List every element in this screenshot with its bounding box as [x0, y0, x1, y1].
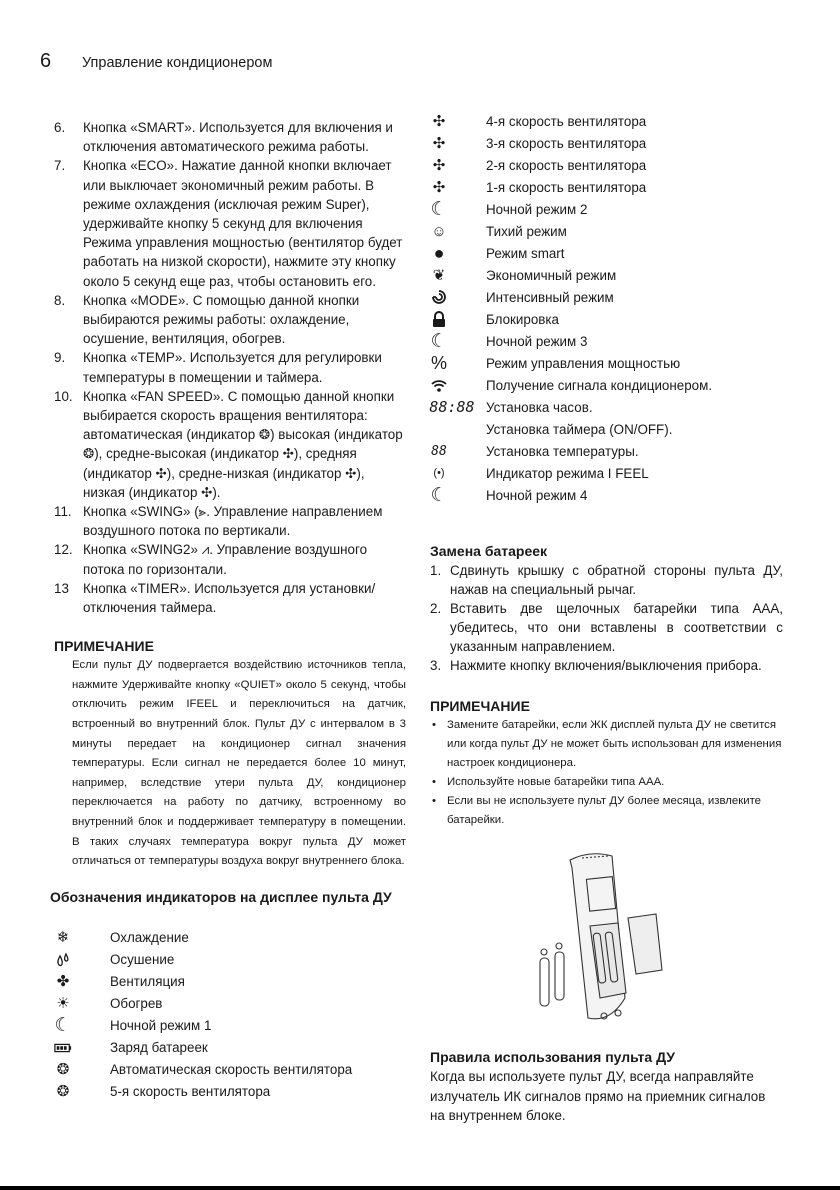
indicator-row: 88:88 Установка часов.: [429, 397, 593, 416]
fan-speed-2-icon: ✣: [432, 156, 446, 174]
indicator-list-right: [430, 110, 783, 506]
indicator-spacer: [430, 420, 448, 438]
indicator-row: ✣ 1-я скорость вентилятора: [430, 176, 783, 198]
list-item: • Замените батарейки, если ЖК дисплей пульта ДУ не светится или когда пульт ДУ не может быть использован для изменения настроек кондиционера.: [432, 719, 782, 769]
indicators-heading: Обозначения индикаторов на дисплее пульта ДУ: [50, 888, 392, 905]
footer-rule: [0, 1186, 840, 1190]
signal-icon: [430, 376, 448, 394]
indicator-row: ✤ Вентиляция: [54, 971, 406, 993]
indicator-row: ✣ 2-я скорость вентилятора: [430, 154, 783, 176]
eco-icon: ❦: [432, 266, 446, 284]
note-heading: ПРИМЕЧАНИЕ: [430, 698, 530, 714]
list-item: 7. Кнопка «ECO». Нажатие данной кнопки включает или выключает экономичный режим работы. В режиме охлаждения (исключая режим Super), удерживайте кнопку 5 секунд для включения Режима управления мощностью (вентилятор будет работать на низкой скорости), нажмите эту кнопку около 5 секунд еще раз, чтобы остановить его.: [54, 158, 403, 289]
clock-digits-icon: 88:88: [429, 397, 475, 416]
percent-icon: %: [430, 353, 447, 373]
note-bullets: [430, 716, 783, 830]
indicator-row: ❄ Охлаждение: [54, 927, 406, 949]
rules-heading: Правила использования пульта ДУ: [430, 1049, 675, 1065]
fan-speed-4-icon: ✣: [432, 112, 446, 130]
battery-icon: [54, 1039, 72, 1057]
indicator-row: ❦ Экономичный режим: [430, 264, 783, 286]
indicator-row: Заряд батареек: [54, 1037, 406, 1059]
indicator-list-left: [54, 927, 406, 1103]
fan-speed-5-icon: ❂: [56, 1083, 70, 1101]
drops-icon: [54, 951, 72, 969]
list-item: 11. Кнопка «SWING» (⪢. Управление направлением воздушного потока по вертикали.: [54, 504, 383, 539]
moon-icon: ☾: [54, 1015, 72, 1037]
fan-speed-1-icon: ✣: [432, 178, 446, 196]
indicator-row: ☾ Ночной режим 3: [430, 330, 588, 352]
fan-speed-3-icon: ✣: [432, 134, 446, 152]
indicator-row: 88 Установка температуры.: [431, 443, 639, 459]
indicator-row: ☾ Ночной режим 2: [430, 198, 588, 220]
list-item: • Если вы не используете пульт ДУ более месяца, извлеките батарейки.: [432, 795, 761, 826]
moon-4-icon: ☾: [430, 484, 448, 506]
list-item: 1. Сдвинуть крышку с обратной стороны пульта ДУ, нажав на специальный рычаг.: [430, 563, 783, 597]
smart-icon: ●: [433, 243, 445, 263]
indicator-row: ❂ Автоматическая скорость вентилятора: [54, 1059, 406, 1081]
list-item: 10. Кнопка «FAN SPEED». С помощью данной кнопки выбирается скорость вращения вентилятора: автоматическая (индикатор ❂) высокая (индикатор ❂), средне-высокая (индикатор ✣), средняя (индикатор ✣), средне-низкая (индикатор ✣), низкая (индикатор ✣).: [54, 388, 403, 500]
list-item: 2. Вставить две щелочных батарейки типа ААА, убедитесь, что они вставлены в соответствии с указанным направлением.: [430, 601, 783, 654]
indicator-row: ☾ Ночной режим 1: [54, 1015, 212, 1037]
battery-heading: Замена батареек: [430, 543, 548, 559]
indicator-row: Получение сигнала кондиционером.: [430, 374, 783, 396]
indicator-row: ☾ Ночной режим 4: [430, 484, 588, 506]
temp-digits-icon: 88: [431, 443, 447, 459]
rules-text: Когда вы используете пульт ДУ, всегда направляйте излучатель ИК сигналов прямо на приемник сигналов на внутреннем блоке.: [430, 1069, 766, 1123]
indicator-row: ● Режим smart: [430, 242, 783, 264]
button-list: [54, 118, 406, 617]
indicator-row: ❂ 5-я скорость вентилятора: [54, 1081, 406, 1103]
indicator-row: ☀ Обогрев: [54, 993, 406, 1015]
list-item: 3. Нажмите кнопку включения/выключения прибора.: [430, 658, 762, 673]
moon-3-icon: ☾: [430, 330, 448, 352]
page-header-title: Управление кондиционером: [82, 55, 273, 71]
fan-icon: ✤: [56, 973, 70, 991]
moon-2-icon: ☾: [430, 198, 448, 220]
indicator-row: Интенсивный режим: [430, 286, 783, 308]
right-column: [430, 110, 783, 1126]
list-item: 6. Кнопка «SMART». Используется для включения и отключения автоматического режима работы.: [54, 120, 393, 155]
ifeel-icon: (•): [433, 466, 445, 479]
battery-steps: [430, 561, 783, 675]
indicator-row: ☺ Тихий режим: [431, 222, 567, 240]
list-item: 12. Кнопка «SWING2» ⩘. Управление воздушного потока по горизонтали.: [54, 542, 368, 577]
snowflake-icon: ❄: [56, 929, 70, 947]
left-column: [50, 118, 406, 1103]
indicator-row: ✣ 3-я скорость вентилятора: [430, 132, 783, 154]
indicator-row: ✣ 4-я скорость вентилятора: [430, 110, 783, 132]
note-text: Если пульт ДУ подвергается воздействию источников тепла, нажмите Удерживайте кнопку «QUIET» около 5 секунд, чтобы отключить режим IFEEL и переключиться на датчик, встроенный во внутренний блок. Пульт ДУ с интервалом в 3 минуты передает на кондиционер сигнал значения температуры. Если сигнал не передается более 10 минут, например, вследствие утери пульта ДУ, кондиционер переключается на работу по датчику, встроенному во внутренний блок и поддерживает температуру в помещении. В таких случаях температура вокруг пульта ДУ может отличаться от температуры воздуха вокруг внутреннего блока.: [72, 659, 406, 868]
indicator-row: Установка таймера (ON/OFF).: [430, 418, 783, 440]
list-item: 8. Кнопка «MODE». С помощью данной кнопки выбираются режимы работы: охлаждение, осушение, вентиляция, обогрев.: [54, 292, 360, 347]
indicator-row: (•) Индикатор режима I FEEL: [430, 462, 783, 484]
remote-battery-illustration: [530, 848, 680, 1038]
note-heading: ПРИМЕЧАНИЕ: [54, 638, 154, 655]
indicator-row: Блокировка: [430, 308, 783, 330]
indicator-row: % Режим управления мощностью: [430, 353, 681, 373]
sun-icon: ☀: [56, 995, 70, 1013]
list-item: 9. Кнопка «TEMP». Используется для регулировки температуры в помещении и таймера.: [54, 350, 382, 385]
list-item: • Используйте новые батарейки типа ААА.: [432, 776, 665, 788]
lock-icon: [430, 310, 448, 328]
turbo-icon: [430, 288, 448, 306]
list-item: 13 Кнопка «TIMER». Используется для установки/отключения таймера.: [54, 580, 376, 616]
quiet-icon: ☺: [431, 222, 447, 240]
indicator-row: Осушение: [54, 949, 406, 971]
fan-auto-icon: ❂: [56, 1061, 70, 1079]
page-number: 6: [40, 50, 52, 72]
